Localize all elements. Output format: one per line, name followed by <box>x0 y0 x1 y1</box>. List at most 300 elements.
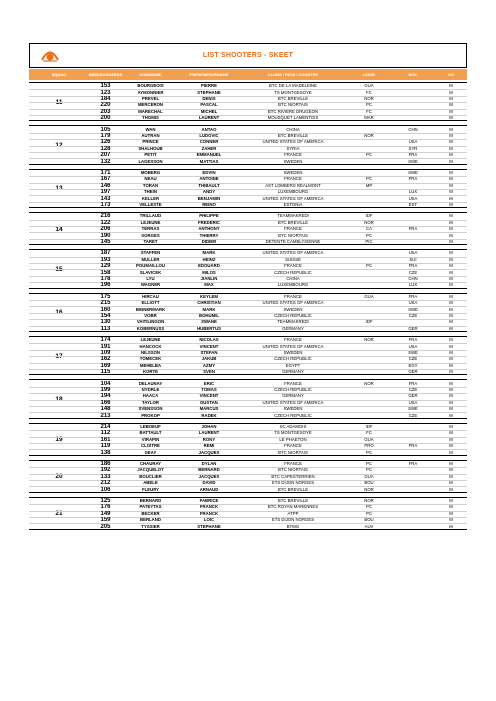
squad-block <box>29 169 467 208</box>
cell-nom: PROKOP <box>141 412 160 418</box>
table-row <box>29 202 467 208</box>
cell-pre: DUSTAN <box>200 399 218 405</box>
cell-club: BTC NIORTAIS <box>278 102 308 108</box>
cell-so: M <box>449 213 453 219</box>
cell-pre: STEFAN <box>200 349 218 355</box>
cell-club: UNITED STATES OF AMERICA <box>262 300 324 306</box>
cell-club: SYRIA <box>286 145 300 151</box>
cell-so: M <box>449 423 453 429</box>
squad-block <box>29 212 467 245</box>
cell-club: ESTONIA <box>283 201 303 207</box>
cell-noc: SWE <box>408 306 418 312</box>
squad-number: 13 <box>55 185 63 193</box>
cell-nom: TERRAS <box>141 226 160 232</box>
cell-nom: AUTRAN <box>141 132 160 138</box>
cell-bib: 167 <box>100 176 111 183</box>
cell-bib: 193 <box>100 256 111 263</box>
cell-club: BTC NIORTAIS <box>278 467 308 473</box>
cell-noc: FRA <box>408 176 418 182</box>
cell-nom: ABELE <box>143 480 158 486</box>
cell-so: M <box>449 201 453 207</box>
cell-pre: EDVIN <box>202 169 216 175</box>
cell-pre: EMMANUEL <box>196 152 222 158</box>
cell-nom: BOUCLIER <box>139 473 162 479</box>
cell-nom: THEIN <box>144 189 157 195</box>
cell-club: GERMANY <box>282 393 304 399</box>
cell-pre: SWANE <box>201 319 217 325</box>
cell-club: TEAMMAKREDI <box>277 319 309 325</box>
cell-bib: 215 <box>100 300 111 307</box>
cell-pre: BENJAMIN <box>197 195 221 201</box>
header-so: SO <box>448 72 454 77</box>
cell-pre: VINCENT <box>199 393 219 399</box>
cell-so: M <box>449 380 453 386</box>
cell-nom: NEAU <box>144 176 157 182</box>
cell-nom: MEHELBA <box>139 362 162 368</box>
cell-so: M <box>449 486 453 492</box>
cell-nom: BECKER <box>141 510 160 516</box>
squad-block <box>29 460 467 493</box>
cell-nom: HAACA <box>142 393 159 399</box>
table-row <box>29 369 467 375</box>
cell-pre: PHILIPPE <box>199 213 219 219</box>
cell-so: M <box>449 269 453 275</box>
cell-so: M <box>449 83 453 89</box>
cell-club: BTMG <box>286 523 300 529</box>
cell-ligue: PC <box>366 176 372 182</box>
cell-bib: 200 <box>100 115 111 122</box>
cell-ligue: IDF <box>365 319 373 325</box>
cell-club: SWEDEN <box>283 306 303 312</box>
cell-so: M <box>449 139 453 145</box>
cell-so: M <box>449 349 453 355</box>
cell-so: M <box>449 343 453 349</box>
cell-so: M <box>449 89 453 95</box>
cell-ligue: NOR <box>364 132 374 138</box>
cell-bib: 138 <box>100 449 111 456</box>
cell-nom: BATTAULT <box>139 430 162 436</box>
cell-nom: TARET <box>143 238 158 244</box>
cell-so: M <box>449 95 453 101</box>
cell-pre: JAKUB <box>201 356 217 362</box>
cell-club: SUISSE <box>285 256 301 262</box>
cell-nom: STAFFEN <box>140 250 161 256</box>
cell-nom: FLEURY <box>141 486 160 492</box>
cell-so: M <box>449 238 453 244</box>
cell-nom: TOMECEK <box>139 356 162 362</box>
cell-ligue: BOU <box>364 517 374 523</box>
cell-club: BTC NIORTAIS <box>278 449 308 455</box>
cell-club: EGYPT <box>285 362 301 368</box>
cell-club: MOUSQUET LAMENTOIS <box>267 115 319 121</box>
cell-pre: MARK <box>202 250 216 256</box>
cell-noc: USA <box>408 343 418 349</box>
cell-noc: CZE <box>408 356 418 362</box>
cell-pre: NICOLAS <box>199 337 219 343</box>
cell-nom: VOBR <box>144 312 157 318</box>
cell-bib: 187 <box>100 250 111 257</box>
cell-nom: NILSSON <box>140 349 161 355</box>
cell-bib: 160 <box>100 306 111 313</box>
cell-noc: GER <box>408 325 418 331</box>
cell-bib: 132 <box>100 158 111 165</box>
cell-club: LE PHAETON <box>279 436 307 442</box>
cell-bib: 184 <box>100 95 111 102</box>
cell-nom: NYDRLE <box>141 386 160 392</box>
cell-bib: 143 <box>100 195 111 202</box>
cell-bib: 126 <box>100 139 111 146</box>
cell-nom: WAGNER <box>140 282 161 288</box>
cell-nom: CLOITRE <box>141 443 160 449</box>
cell-noc: CHN <box>408 275 418 281</box>
cell-noc: FRA <box>408 152 418 158</box>
cell-so: M <box>449 219 453 225</box>
squad-number: 21 <box>55 510 63 518</box>
cell-pre: HEINZ <box>202 256 216 262</box>
cell-pre: JIANLIN <box>200 275 218 281</box>
cell-noc: USA <box>408 195 418 201</box>
cell-nom: MARECHAL <box>138 108 163 114</box>
cell-so: M <box>449 115 453 121</box>
cell-pre: CHRISTIAN <box>197 300 221 306</box>
cell-noc: CHN <box>408 126 418 132</box>
squad-number: 18 <box>55 396 63 404</box>
cell-noc: FRA <box>408 337 418 343</box>
cell-noc: GER <box>408 369 418 375</box>
cell-club: TS MONTGESOYE <box>274 430 312 436</box>
cell-pre: MICHEL <box>200 108 218 114</box>
cell-bib: 197 <box>100 189 111 196</box>
cell-nom: MOBERG <box>140 169 161 175</box>
cell-pre: REMI <box>203 443 215 449</box>
cell-bib: 171 <box>100 169 111 176</box>
cell-pre: ANTAO <box>201 126 217 132</box>
cell-bib: 179 <box>100 132 111 139</box>
cell-ligue: NOR <box>364 486 374 492</box>
cell-pre: LAURENT <box>198 430 220 436</box>
cell-so: M <box>449 263 453 269</box>
squad-block <box>29 497 467 530</box>
table-row <box>29 486 467 492</box>
cell-so: M <box>449 393 453 399</box>
cell-nom: THOMIS <box>142 115 159 121</box>
cell-ligue: FC <box>366 89 372 95</box>
cell-club: GERMANY <box>282 369 304 375</box>
cell-noc: CZE <box>408 269 418 275</box>
cell-nom: MULLER <box>141 256 160 262</box>
cell-bib: 207 <box>100 152 111 159</box>
cell-club: FRANCE <box>284 226 302 232</box>
cell-bib: 194 <box>100 393 111 400</box>
header-bibs: BIBS/DOSSARDS <box>89 72 123 77</box>
cell-club: FRANCE <box>284 443 302 449</box>
cell-noc: LUX <box>408 282 418 288</box>
cell-pre: KEYLEM <box>200 293 218 299</box>
cell-bib: 119 <box>100 443 111 450</box>
cell-so: M <box>449 443 453 449</box>
cell-pre: HUBERTUS <box>197 325 221 331</box>
cell-so: M <box>449 473 453 479</box>
cell-bib: 146 <box>100 182 111 189</box>
cell-bib: 161 <box>100 436 111 443</box>
cell-so: M <box>449 449 453 455</box>
cell-noc: USA <box>408 139 418 145</box>
cell-bib: 196 <box>100 282 111 289</box>
cell-pre: MARCUS <box>199 406 219 412</box>
cell-club: CHINA <box>286 126 300 132</box>
cell-pre: THIBAULT <box>198 182 220 188</box>
cell-so: M <box>449 467 453 473</box>
cell-so: M <box>449 325 453 331</box>
cell-ligue: PC <box>366 510 372 516</box>
cell-so: M <box>449 300 453 306</box>
cell-so: M <box>449 319 453 325</box>
cell-nom: BINNERMARK <box>135 306 166 312</box>
cell-bib: 145 <box>100 238 111 245</box>
squad-block <box>29 336 467 375</box>
cell-club: UNITED STATES OF AMERICA <box>262 343 324 349</box>
cell-club: SWEDEN <box>283 158 303 164</box>
cell-club: FRANCE <box>284 380 302 386</box>
table-row <box>29 115 467 121</box>
cell-nom: LEJEUNE <box>140 337 161 343</box>
cell-noc: CZE <box>408 412 418 418</box>
cell-ligue: FC <box>366 430 372 436</box>
cell-bib: 122 <box>100 219 111 226</box>
cell-noc: SWE <box>408 158 418 164</box>
cell-bib: 192 <box>100 467 111 474</box>
cell-nom: SVENSSON <box>138 406 163 412</box>
cell-so: M <box>449 497 453 503</box>
cell-club: LUXEMBOURG <box>277 282 309 288</box>
cell-ligue: FC <box>366 108 372 114</box>
cell-bib: 125 <box>100 497 111 504</box>
cell-so: M <box>449 232 453 238</box>
cell-club: UNITED STATES OF AMERICA <box>262 399 324 405</box>
cell-bib: 214 <box>100 423 111 430</box>
cell-bib: 173 <box>100 201 111 208</box>
cell-ligue: IDF <box>365 213 373 219</box>
cell-so: M <box>449 158 453 164</box>
cell-so: M <box>449 399 453 405</box>
cell-club: ETS DIJON NORGES <box>271 517 315 523</box>
cell-pre: LAURENT <box>198 115 220 121</box>
cell-bib: 109 <box>100 349 111 356</box>
cell-bib: 154 <box>100 312 111 319</box>
cell-pre: CONNER <box>199 139 219 145</box>
header-surname: PRENOM/SURNAME <box>189 72 229 77</box>
cell-so: M <box>449 362 453 368</box>
cell-so: M <box>449 306 453 312</box>
cell-club: CHINA <box>286 275 300 281</box>
cell-nom: SHALHOUB <box>138 145 163 151</box>
cell-so: M <box>449 169 453 175</box>
cell-pre: FABRICE <box>199 497 219 503</box>
cell-club: FRANCE <box>284 337 302 343</box>
cell-bib: 158 <box>100 269 111 276</box>
cell-pre: BERNARD <box>198 467 220 473</box>
cell-ligue: AUV <box>364 523 374 529</box>
cell-club: CZECH REPUBLIC <box>274 269 312 275</box>
cell-bib: 213 <box>100 412 111 419</box>
cell-pre: PIERRE <box>201 83 217 89</box>
cell-club: SWEDEN <box>283 349 303 355</box>
cell-bib: 129 <box>100 263 111 270</box>
cell-ligue: NOR <box>364 497 374 503</box>
cell-so: M <box>449 132 453 138</box>
cell-bib: 166 <box>100 399 111 406</box>
cell-so: M <box>449 480 453 486</box>
cell-pre: RONY <box>202 436 216 442</box>
cell-ligue: PC <box>366 232 372 238</box>
cell-pre: JACQUES <box>198 473 220 479</box>
cell-bib: 203 <box>100 108 111 115</box>
cell-pre: ANTHONY <box>198 226 220 232</box>
cell-pre: LOIC <box>203 517 215 523</box>
cell-so: M <box>449 176 453 182</box>
cell-pre: PASCAL <box>200 102 218 108</box>
squad-number: 16 <box>55 309 63 317</box>
header-squad: SQUAD <box>51 72 67 77</box>
cell-noc: USA <box>408 250 418 256</box>
cell-noc: SWE <box>408 349 418 355</box>
cell-so: M <box>449 126 453 132</box>
squad-number: 15 <box>55 265 63 273</box>
cell-club: BTC CAPESTERRIEN <box>271 473 315 479</box>
cell-ligue: MP <box>365 182 373 188</box>
cell-club: SWEDEN <box>283 406 303 412</box>
cell-club: AST LOMBERS REALMONT <box>265 182 321 188</box>
cell-club: UNITED STATES OF AMERICA <box>262 195 324 201</box>
cell-noc: GER <box>408 393 418 399</box>
cell-pre: REINO <box>202 201 216 207</box>
cell-bib: 105 <box>100 126 111 133</box>
cell-bib: 176 <box>100 504 111 511</box>
cell-bib: 174 <box>100 337 111 344</box>
cell-ligue: PC <box>366 263 372 269</box>
cell-so: M <box>449 145 453 151</box>
squad-block <box>29 293 467 332</box>
cell-bib: 190 <box>100 232 111 239</box>
cell-so: M <box>449 256 453 262</box>
squad-number: 20 <box>55 473 63 481</box>
cell-ligue: GUA <box>364 436 374 442</box>
cell-noc: FRA <box>408 293 418 299</box>
cell-noc: CZE <box>408 312 418 318</box>
cell-nom: GEAY <box>144 449 157 455</box>
cell-nom: PETIT <box>144 152 157 158</box>
squad-number: 11 <box>55 98 63 106</box>
cell-pre: JACQUES <box>198 449 220 455</box>
cell-nom: SORGES <box>141 232 160 238</box>
cell-so: M <box>449 523 453 529</box>
cell-pre: RADEK <box>201 412 217 418</box>
cell-bib: 148 <box>100 406 111 413</box>
cell-ligue: PC <box>366 504 372 510</box>
cell-club: BTC ROYAN MARENNES <box>267 504 319 510</box>
cell-so: M <box>449 386 453 392</box>
cell-nom: KORTE <box>142 369 159 375</box>
cell-so: M <box>449 282 453 288</box>
cell-club: BTC NIORTAIS <box>278 232 308 238</box>
cell-so: M <box>449 504 453 510</box>
cell-club: SWEDEN <box>283 169 303 175</box>
squad-block <box>29 379 467 418</box>
cell-so: M <box>449 152 453 158</box>
cell-nom: ELLIOTT <box>141 300 160 306</box>
cell-nom: AYMONNIER <box>137 89 164 95</box>
cell-nom: MERCERON <box>137 102 164 108</box>
cell-nom: BERNARD <box>139 497 162 503</box>
cell-so: M <box>449 406 453 412</box>
cell-club: CZECH REPUBLIC <box>274 412 312 418</box>
cell-nom: SLAVICEK <box>139 269 162 275</box>
cell-bib: 123 <box>100 89 111 96</box>
cell-noc: USA <box>408 300 418 306</box>
cell-pre: DAVID <box>202 480 216 486</box>
cell-bib: 220 <box>100 102 111 109</box>
cell-pre: ZAHER <box>201 145 217 151</box>
cell-ligue: PC <box>366 102 372 108</box>
cell-club: UNITED STATES OF AMERICA <box>262 250 324 256</box>
cell-club: BTC BREVILLE <box>277 497 309 503</box>
cell-club: TS MONTGESOYE <box>274 89 312 95</box>
squad-number: 19 <box>55 436 63 444</box>
cell-club: ATPP <box>287 510 299 516</box>
cell-club: BTC BREVILLE <box>277 95 309 101</box>
cell-ligue: IDF <box>365 423 373 429</box>
cell-club: FRANCE <box>284 176 302 182</box>
table-row <box>29 449 467 455</box>
cell-noc: SYR <box>408 145 418 151</box>
table-row <box>29 412 467 418</box>
cell-noc: FRA <box>408 380 418 386</box>
cell-so: M <box>449 250 453 256</box>
cell-noc: USA <box>408 399 418 405</box>
squad-block <box>29 423 467 456</box>
header-ligue: LIGUE <box>362 72 376 77</box>
cell-nom: CHAURAY <box>139 460 162 466</box>
cell-pre: STEPHANE <box>197 523 221 529</box>
cell-noc: SUI <box>409 256 417 262</box>
header-noc: NOC <box>408 72 418 77</box>
cell-pre: FREDERIC <box>198 219 220 225</box>
table-header <box>29 69 467 80</box>
cell-bib: 133 <box>100 473 111 480</box>
cell-bib: 128 <box>100 145 111 152</box>
cell-ligue: GUA <box>364 473 374 479</box>
cell-pre: DIDIER <box>201 238 217 244</box>
cell-so: M <box>449 189 453 195</box>
cell-bib: 178 <box>100 275 111 282</box>
cell-bib: 212 <box>100 480 111 487</box>
cell-so: M <box>449 510 453 516</box>
cell-so: M <box>449 275 453 281</box>
page-title: LIST SHOOTERS - SKEET <box>202 52 294 59</box>
cell-nom: VIRAPIN <box>141 436 160 442</box>
cell-nom: WAN <box>145 126 156 132</box>
cell-pre: ARNAUD <box>199 486 219 492</box>
cell-ligue: NOR <box>364 337 374 343</box>
cell-bib: 106 <box>100 486 111 493</box>
cell-pre: JOHAN <box>201 423 217 429</box>
squad-block <box>29 125 467 164</box>
cell-ligue: GUA <box>364 293 374 299</box>
table-row <box>29 282 467 288</box>
cell-club: BTC RIVIERE DRUGEON <box>267 108 319 114</box>
squad-number: 12 <box>55 142 63 150</box>
squad-block <box>29 82 467 121</box>
